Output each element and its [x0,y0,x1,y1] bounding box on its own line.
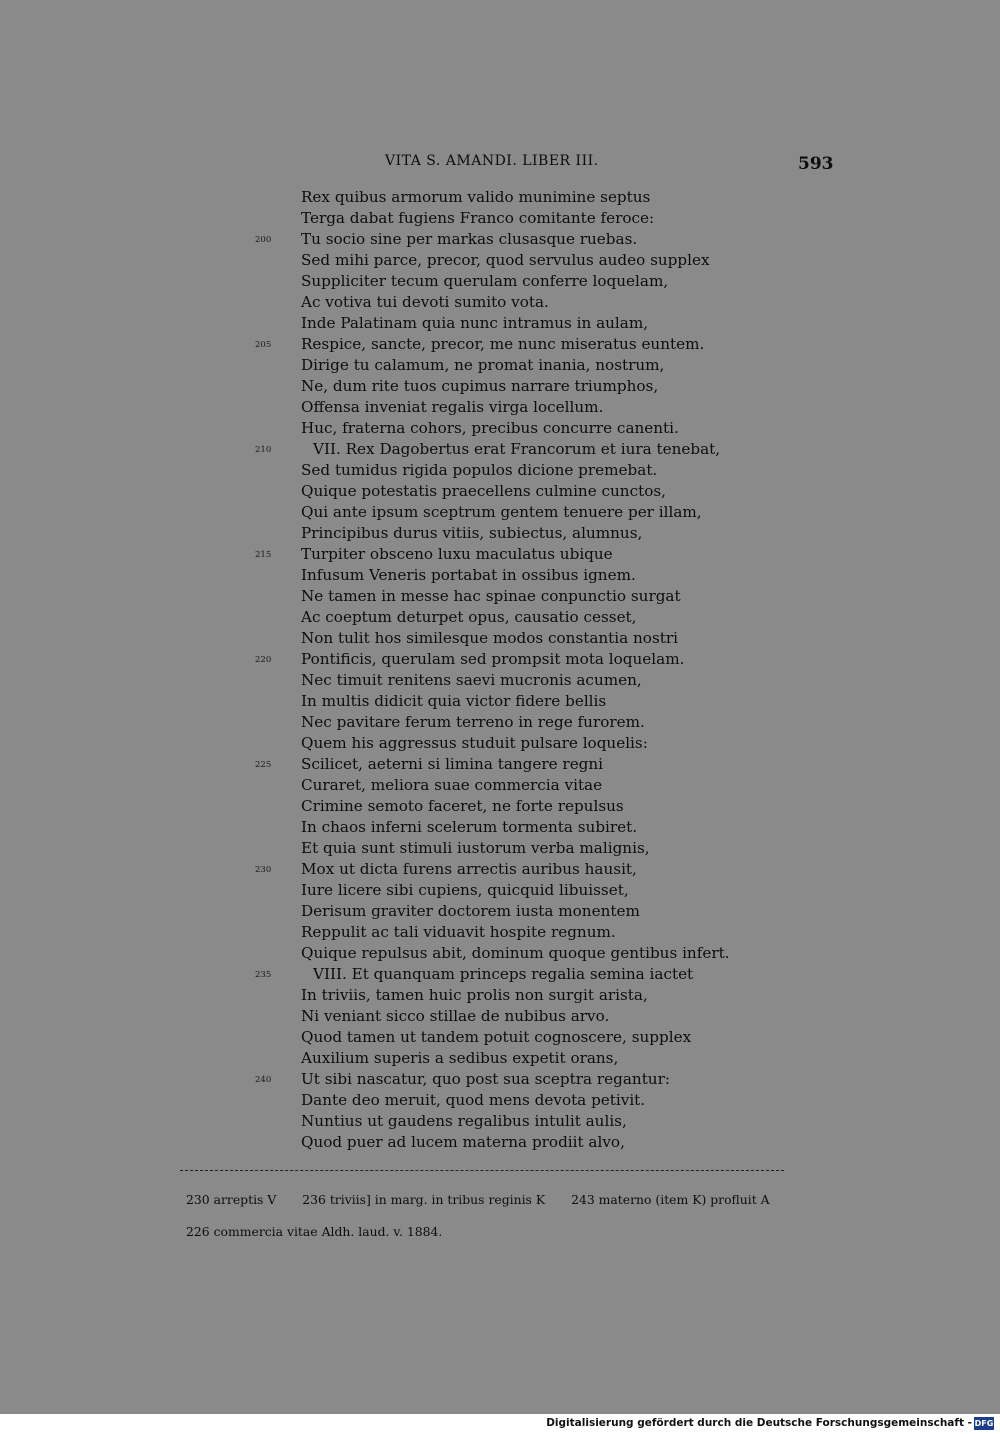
verse-block [255,187,775,1153]
verse-line [255,733,775,754]
verse-text: Ac coeptum deturpet opus, causatio cesset, [301,608,637,626]
verse-text: Auxilium superis a sedibus expetit orans, [301,1049,619,1067]
verse-text: In chaos inferni scelerum tormenta subiret. [301,818,638,836]
verse-line [255,313,775,334]
verse-text: Dante deo meruit, quod mens devota petivit. [301,1091,646,1109]
verse-line [255,880,775,901]
verse-line [255,460,775,481]
verse-line [255,397,775,418]
verse-text: Ut sibi nascatur, quo post sua sceptra regantur: [301,1070,670,1088]
verse-line [255,586,775,607]
verse-text: Infusum Veneris portabat in ossibus ignem. [301,566,636,584]
verse-text: VII. Rex Dagobertus erat Francorum et iura tenebat, [313,440,721,458]
digitization-footer [0,1414,1000,1434]
verse-line [255,670,775,691]
verse-text: Nec timuit renitens saevi mucronis acumen, [301,671,642,689]
verse-line [255,859,775,880]
verse-line [255,334,775,355]
verse-text: Terga dabat fugiens Franco comitante feroce: [301,209,655,227]
line-number: 240 [255,1075,272,1085]
verse-line [255,187,775,208]
verse-text: Crimine semoto faceret, ne forte repulsus [301,797,624,815]
verse-text: In triviis, tamen huic prolis non surgit arista, [301,986,648,1004]
verse-line [255,544,775,565]
verse-text: Turpiter obsceno luxu maculatus ubique [301,545,613,563]
verse-text: Ni veniant sicco stillae de nubibus arvo. [301,1007,610,1025]
verse-text: Respice, sancte, precor, me nunc miseratus euntem. [301,335,705,353]
line-number: 220 [255,655,272,665]
verse-text: Sed tumidus rigida populos dicione premebat. [301,461,658,479]
verse-line [255,712,775,733]
verse-text: Huc, fraterna cohors, precibus concurre canenti. [301,419,679,437]
verse-line [255,565,775,586]
verse-line [255,292,775,313]
verse-line [255,1048,775,1069]
verse-line [255,649,775,670]
verse-line [255,838,775,859]
verse-line [255,901,775,922]
verse-text: Scilicet, aeterni si limina tangere regni [301,755,604,773]
verse-line [255,439,775,460]
verse-line [255,922,775,943]
verse-line [255,796,775,817]
footnote-item: 230 arreptis V [186,1192,277,1207]
verse-text: Rex quibus armorum valido munimine septus [301,188,651,206]
verse-line [255,628,775,649]
verse-line [255,964,775,985]
verse-text: Offensa inveniat regalis virga locellum. [301,398,604,416]
verse-text: Derisum graviter doctorem iusta monentem [301,902,640,920]
verse-line [255,229,775,250]
verse-text: Reppulit ac tali viduavit hospite regnum. [301,923,616,941]
verse-text: Quique potestatis praecellens culmine cunctos, [301,482,666,500]
funding-credit: Digitalisierung gefördert durch die Deutsche Forschungsgemeinschaft - [546,1417,972,1429]
verse-text: Suppliciter tecum querulam conferre loquelam, [301,272,669,290]
verse-line [255,250,775,271]
verse-line [255,943,775,964]
verse-line [255,355,775,376]
verse-text: Nuntius ut gaudens regalibus intulit aulis, [301,1112,627,1130]
verse-text: Quem his aggressus studuit pulsare loquelis: [301,734,648,752]
verse-text: Principibus durus vitiis, subiectus, alumnus, [301,524,643,542]
verse-line [255,481,775,502]
footnote-item: 243 materno (item K) profluit A [571,1192,770,1207]
line-number: 230 [255,865,272,875]
line-number: 200 [255,235,272,245]
verse-line [255,754,775,775]
dfg-logo-icon: DFG [974,1419,994,1428]
line-number: 235 [255,970,272,980]
verse-text: Iure licere sibi cupiens, quicquid libuisset, [301,881,629,899]
verse-text: VIII. Et quanquam princeps regalia semina iactet [313,965,694,983]
verse-text: Sed mihi parce, precor, quod servulus audeo supplex [301,251,710,269]
verse-line [255,1006,775,1027]
verse-text: Qui ante ipsum sceptrum gentem tenuere per illam, [301,503,702,521]
verse-line [255,1027,775,1048]
verse-text: Et quia sunt stimuli iustorum verba malignis, [301,839,650,857]
verse-line [255,1132,775,1153]
verse-line [255,691,775,712]
verse-line [255,607,775,628]
line-number: 205 [255,340,272,350]
verse-text: Curaret, meliora suae commercia vitae [301,776,603,794]
verse-text: Ne, dum rite tuos cupimus narrare triumphos, [301,377,659,395]
footnote-rule [180,1170,784,1171]
verse-line [255,1090,775,1111]
verse-text: Quod puer ad lucem materna prodiit alvo, [301,1133,625,1151]
verse-line [255,1069,775,1090]
line-number: 215 [255,550,272,560]
source-apparatus: 226 commercia vitae Aldh. laud. v. 1884. [186,1224,443,1239]
verse-text: Quod tamen ut tandem potuit cognoscere, supplex [301,1028,692,1046]
verse-line [255,376,775,397]
running-head: VITA S. AMANDI. LIBER III. [385,153,599,169]
verse-line [255,775,775,796]
verse-text: Pontificis, querulam sed prompsit mota loquelam. [301,650,685,668]
verse-line [255,985,775,1006]
verse-text: Quique repulsus abit, dominum quoque gentibus infert. [301,944,730,962]
verse-text: Mox ut dicta furens arrectis auribus hausit, [301,860,637,878]
line-number: 210 [255,445,272,455]
verse-line [255,418,775,439]
verse-text: Tu socio sine per markas clusasque ruebas. [301,230,638,248]
verse-line [255,1111,775,1132]
verse-text: Dirige tu calamum, ne promat inania, nostrum, [301,356,665,374]
verse-text: Ac votiva tui devoti sumito vota. [301,293,549,311]
verse-line [255,208,775,229]
verse-text: Non tulit hos similesque modos constantia nostri [301,629,678,647]
critical-apparatus [186,1192,792,1207]
verse-text: Ne tamen in messe hac spinae conpunctio surgat [301,587,681,605]
verse-text: Inde Palatinam quia nunc intramus in aulam, [301,314,649,332]
line-number: 225 [255,760,272,770]
verse-text: Nec pavitare ferum terreno in rege furorem. [301,713,645,731]
verse-line [255,271,775,292]
verse-line [255,523,775,544]
footnote-item: 236 triviis] in marg. in tribus reginis K [302,1192,546,1207]
page-number: 593 [798,154,834,174]
verse-text: In multis didicit quia victor fidere bellis [301,692,607,710]
verse-line [255,817,775,838]
verse-line [255,502,775,523]
